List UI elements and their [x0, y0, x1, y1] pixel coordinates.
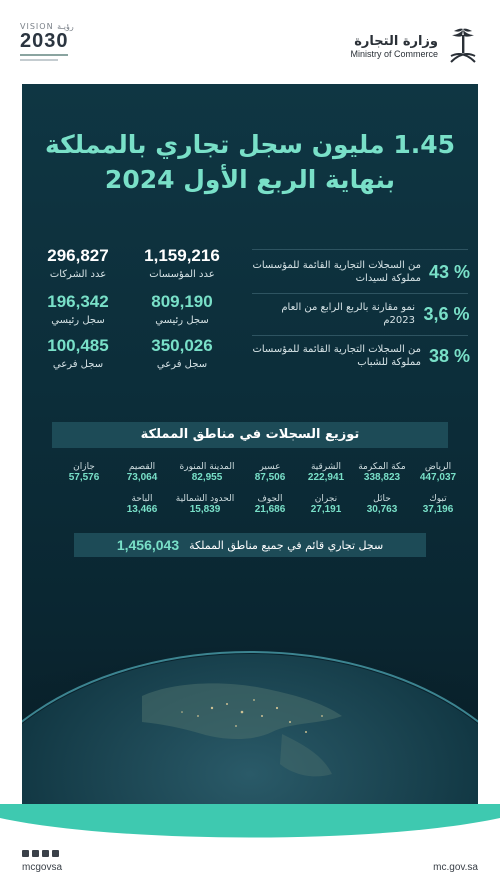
pct-row-youth [250, 338, 470, 374]
distribution-title: توزيع السجلات في مناطق المملكة [52, 422, 448, 448]
region-item: جازان 57,576 [68, 462, 100, 483]
stat-label: عدد الشركات [49, 269, 107, 280]
region-item: مكة المكرمة 338,823 [358, 462, 406, 483]
ministry-name [350, 34, 438, 59]
stat-number: 100,485 [47, 336, 109, 355]
stat-label: سجل فرعي [52, 359, 104, 370]
region-item: الرياض 447,037 [419, 462, 457, 483]
establishments-total [134, 246, 230, 280]
instagram-icon[interactable] [22, 850, 29, 857]
region-item: الحدود الشمالية 15,839 [175, 494, 235, 515]
companies-total [30, 246, 126, 280]
stat-label: سجل رئيسي [155, 315, 209, 326]
youtube-icon[interactable] [42, 850, 49, 857]
region-item: حائل 30,763 [366, 494, 398, 515]
region-item: المدينة المنورة 82,955 [179, 462, 235, 483]
stat-number: 809,190 [151, 292, 213, 311]
ministry-name-en: Ministry of Commerce [350, 48, 438, 59]
x-icon[interactable] [32, 850, 39, 857]
divider [252, 293, 468, 294]
stat-number: 196,342 [47, 292, 109, 311]
vision-underline [20, 54, 68, 56]
stat-number: 296,827 [47, 246, 109, 265]
vision-underline-secondary [20, 59, 58, 61]
pct-value: 43 % [428, 261, 470, 282]
ministry-name-ar: وزارة التجارة [354, 33, 438, 49]
total-records-bar [74, 533, 426, 557]
region-item: عسير 87,506 [254, 462, 286, 483]
facebook-icon[interactable] [52, 850, 59, 857]
stat-label: سجل رئيسي [51, 315, 105, 326]
footer-wave [0, 804, 500, 844]
palm-swords-emblem-icon [446, 26, 480, 66]
headline-line2: بنهاية الربع الأول 2024 [104, 165, 396, 194]
vision-2030-logo [20, 22, 90, 70]
stat-label: عدد المؤسسات [149, 269, 215, 280]
stat-number: 350,026 [151, 336, 213, 355]
establishments-branch [134, 336, 230, 370]
top-bar [0, 0, 500, 84]
region-item: القصيم 73,064 [126, 462, 158, 483]
establishments-main [134, 292, 230, 326]
pct-text: من السجلات التجارية القائمة للمؤسسات مملوكة لسيدات [252, 260, 421, 284]
website-link[interactable]: mc.gov.sa [433, 862, 478, 873]
pct-text: نمو مقارنة بالربع الرابع من العام 2023م [281, 302, 415, 326]
vision-year: 2030 [20, 30, 69, 52]
social-icons[interactable] [22, 850, 59, 857]
headline-line1: 1.45 مليون سجل تجاري بالمملكة [44, 130, 455, 159]
vision-label: VISION رؤيـة [20, 22, 74, 31]
stat-label: سجل فرعي [156, 359, 208, 370]
divider [252, 249, 468, 250]
total-records-text: سجل تجاري قائم في جميع مناطق المملكة [189, 538, 384, 552]
pct-value: 38 % [428, 345, 470, 366]
region-item: نجران 27,191 [310, 494, 342, 515]
region-item: الشرقية 222,941 [307, 462, 345, 483]
region-item: الجوف 21,686 [254, 494, 286, 515]
ministry-logo [350, 26, 480, 66]
region-item: تبوك 37,196 [422, 494, 454, 515]
infographic-panel [22, 84, 478, 804]
stat-number: 1,159,216 [144, 246, 220, 265]
footer [0, 804, 500, 888]
companies-branch [30, 336, 126, 370]
earth-image [22, 604, 478, 804]
pct-value: 3,6 % [423, 303, 470, 324]
headline [22, 128, 478, 198]
pct-row-growth [250, 296, 470, 332]
companies-main [30, 292, 126, 326]
pct-row-women [250, 254, 470, 290]
pct-text: من السجلات التجارية القائمة للمؤسسات مملوكة للشباب [252, 344, 421, 368]
divider [252, 335, 468, 336]
total-records-value: 1,456,043 [116, 537, 180, 553]
region-item: الباحة 13,466 [126, 494, 158, 515]
social-handle[interactable]: mcgovsa [22, 862, 63, 873]
